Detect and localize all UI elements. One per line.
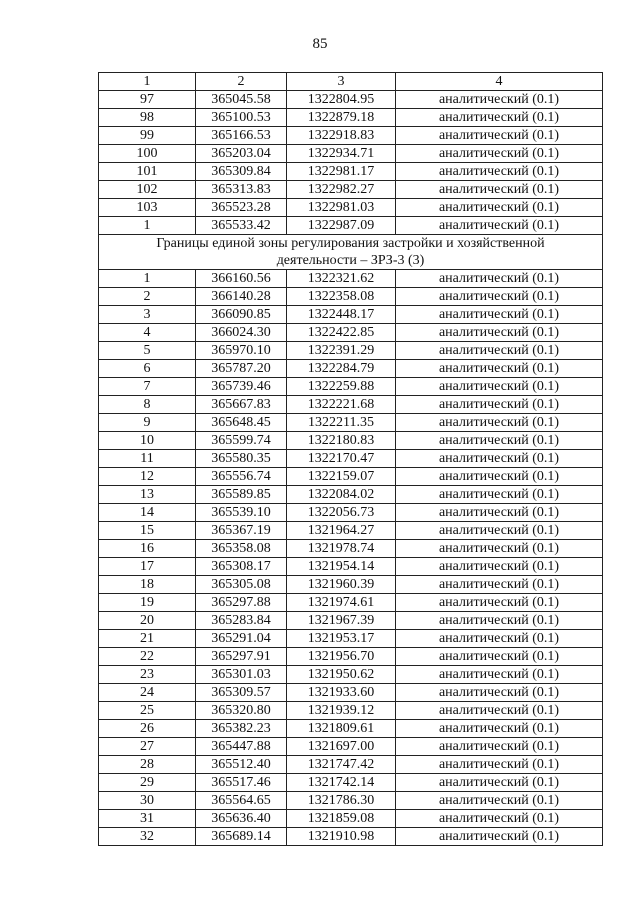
- point-number-cell: 3: [99, 306, 196, 324]
- x-coordinate-cell: 365447.88: [196, 738, 287, 756]
- x-coordinate-cell: 365367.19: [196, 522, 287, 540]
- method-cell: аналитический (0.1): [396, 378, 603, 396]
- y-coordinate-cell: 1321950.62: [287, 666, 396, 684]
- table-row: [99, 432, 603, 450]
- x-coordinate-cell: 365203.04: [196, 145, 287, 163]
- point-number-cell: 1: [99, 217, 196, 235]
- table-row: [99, 504, 603, 522]
- point-number-cell: 11: [99, 450, 196, 468]
- point-number-cell: 12: [99, 468, 196, 486]
- table-header-row: [99, 73, 603, 91]
- point-number-cell: 2: [99, 288, 196, 306]
- method-cell: аналитический (0.1): [396, 145, 603, 163]
- method-cell: аналитический (0.1): [396, 127, 603, 145]
- point-number-cell: 27: [99, 738, 196, 756]
- table-row: [99, 774, 603, 792]
- x-coordinate-cell: 365291.04: [196, 630, 287, 648]
- x-coordinate-cell: 365689.14: [196, 828, 287, 846]
- method-cell: аналитический (0.1): [396, 792, 603, 810]
- point-number-cell: 1: [99, 270, 196, 288]
- x-coordinate-cell: 365648.45: [196, 414, 287, 432]
- y-coordinate-cell: 1321967.39: [287, 612, 396, 630]
- y-coordinate-cell: 1321697.00: [287, 738, 396, 756]
- point-number-cell: 19: [99, 594, 196, 612]
- y-coordinate-cell: 1322934.71: [287, 145, 396, 163]
- point-number-cell: 99: [99, 127, 196, 145]
- y-coordinate-cell: 1322084.02: [287, 486, 396, 504]
- x-coordinate-cell: 365382.23: [196, 720, 287, 738]
- x-coordinate-cell: 365309.84: [196, 163, 287, 181]
- x-coordinate-cell: 365523.28: [196, 199, 287, 217]
- table-row: [99, 181, 603, 199]
- x-coordinate-cell: 365556.74: [196, 468, 287, 486]
- table-row: [99, 324, 603, 342]
- point-number-cell: 21: [99, 630, 196, 648]
- table-row: [99, 792, 603, 810]
- point-number-cell: 20: [99, 612, 196, 630]
- y-coordinate-cell: 1322879.18: [287, 109, 396, 127]
- header-cell-point: 1: [99, 73, 196, 91]
- table-row: [99, 594, 603, 612]
- point-number-cell: 102: [99, 181, 196, 199]
- y-coordinate-cell: 1322987.09: [287, 217, 396, 235]
- table-row: [99, 612, 603, 630]
- method-cell: аналитический (0.1): [396, 702, 603, 720]
- point-number-cell: 26: [99, 720, 196, 738]
- table-row: [99, 217, 603, 235]
- section-title-row: [99, 235, 603, 270]
- y-coordinate-cell: 1322221.68: [287, 396, 396, 414]
- method-cell: аналитический (0.1): [396, 540, 603, 558]
- y-coordinate-cell: 1322159.07: [287, 468, 396, 486]
- x-coordinate-cell: 365739.46: [196, 378, 287, 396]
- point-number-cell: 7: [99, 378, 196, 396]
- method-cell: аналитический (0.1): [396, 91, 603, 109]
- table-row: [99, 810, 603, 828]
- y-coordinate-cell: 1322918.83: [287, 127, 396, 145]
- point-number-cell: 15: [99, 522, 196, 540]
- y-coordinate-cell: 1322358.08: [287, 288, 396, 306]
- y-coordinate-cell: 1322448.17: [287, 306, 396, 324]
- point-number-cell: 13: [99, 486, 196, 504]
- table-row: [99, 684, 603, 702]
- method-cell: аналитический (0.1): [396, 432, 603, 450]
- table-row: [99, 486, 603, 504]
- method-cell: аналитический (0.1): [396, 181, 603, 199]
- method-cell: аналитический (0.1): [396, 342, 603, 360]
- method-cell: аналитический (0.1): [396, 774, 603, 792]
- x-coordinate-cell: 365599.74: [196, 432, 287, 450]
- table-row: [99, 648, 603, 666]
- method-cell: аналитический (0.1): [396, 414, 603, 432]
- x-coordinate-cell: 365787.20: [196, 360, 287, 378]
- method-cell: аналитический (0.1): [396, 594, 603, 612]
- y-coordinate-cell: 1322981.17: [287, 163, 396, 181]
- y-coordinate-cell: 1321933.60: [287, 684, 396, 702]
- point-number-cell: 97: [99, 91, 196, 109]
- y-coordinate-cell: 1322804.95: [287, 91, 396, 109]
- y-coordinate-cell: 1321956.70: [287, 648, 396, 666]
- header-cell-method: 4: [396, 73, 603, 91]
- x-coordinate-cell: 365305.08: [196, 576, 287, 594]
- method-cell: аналитический (0.1): [396, 828, 603, 846]
- y-coordinate-cell: 1322211.35: [287, 414, 396, 432]
- point-number-cell: 100: [99, 145, 196, 163]
- x-coordinate-cell: 365100.53: [196, 109, 287, 127]
- table-row: [99, 288, 603, 306]
- x-coordinate-cell: 365320.80: [196, 702, 287, 720]
- table-row: [99, 270, 603, 288]
- table-row: [99, 306, 603, 324]
- table-row: [99, 666, 603, 684]
- point-number-cell: 6: [99, 360, 196, 378]
- y-coordinate-cell: 1321809.61: [287, 720, 396, 738]
- y-coordinate-cell: 1321742.14: [287, 774, 396, 792]
- point-number-cell: 23: [99, 666, 196, 684]
- point-number-cell: 31: [99, 810, 196, 828]
- y-coordinate-cell: 1321939.12: [287, 702, 396, 720]
- x-coordinate-cell: 366090.85: [196, 306, 287, 324]
- point-number-cell: 17: [99, 558, 196, 576]
- method-cell: аналитический (0.1): [396, 109, 603, 127]
- table-row: [99, 342, 603, 360]
- x-coordinate-cell: 366160.56: [196, 270, 287, 288]
- point-number-cell: 18: [99, 576, 196, 594]
- table-row: [99, 360, 603, 378]
- y-coordinate-cell: 1322170.47: [287, 450, 396, 468]
- x-coordinate-cell: 365283.84: [196, 612, 287, 630]
- section-title: Границы единой зоны регулирования застройки и хозяйственной деятельности – ЗРЗ-3 (3): [99, 235, 603, 270]
- method-cell: аналитический (0.1): [396, 666, 603, 684]
- y-coordinate-cell: 1321960.39: [287, 576, 396, 594]
- y-coordinate-cell: 1322422.85: [287, 324, 396, 342]
- point-number-cell: 98: [99, 109, 196, 127]
- table-row: [99, 828, 603, 846]
- table-row: [99, 540, 603, 558]
- table-row: [99, 414, 603, 432]
- method-cell: аналитический (0.1): [396, 504, 603, 522]
- x-coordinate-cell: 365313.83: [196, 181, 287, 199]
- method-cell: аналитический (0.1): [396, 720, 603, 738]
- x-coordinate-cell: 365309.57: [196, 684, 287, 702]
- y-coordinate-cell: 1321964.27: [287, 522, 396, 540]
- point-number-cell: 22: [99, 648, 196, 666]
- method-cell: аналитический (0.1): [396, 217, 603, 235]
- y-coordinate-cell: 1321953.17: [287, 630, 396, 648]
- y-coordinate-cell: 1322981.03: [287, 199, 396, 217]
- method-cell: аналитический (0.1): [396, 522, 603, 540]
- y-coordinate-cell: 1321859.08: [287, 810, 396, 828]
- x-coordinate-cell: 365517.46: [196, 774, 287, 792]
- point-number-cell: 103: [99, 199, 196, 217]
- y-coordinate-cell: 1322284.79: [287, 360, 396, 378]
- method-cell: аналитический (0.1): [396, 163, 603, 181]
- method-cell: аналитический (0.1): [396, 270, 603, 288]
- y-coordinate-cell: 1321954.14: [287, 558, 396, 576]
- y-coordinate-cell: 1322321.62: [287, 270, 396, 288]
- point-number-cell: 8: [99, 396, 196, 414]
- y-coordinate-cell: 1321786.30: [287, 792, 396, 810]
- x-coordinate-cell: 365580.35: [196, 450, 287, 468]
- x-coordinate-cell: 365512.40: [196, 756, 287, 774]
- method-cell: аналитический (0.1): [396, 810, 603, 828]
- table-row: [99, 756, 603, 774]
- method-cell: аналитический (0.1): [396, 684, 603, 702]
- table-row: [99, 199, 603, 217]
- table-row: [99, 738, 603, 756]
- method-cell: аналитический (0.1): [396, 396, 603, 414]
- table-row: [99, 630, 603, 648]
- method-cell: аналитический (0.1): [396, 558, 603, 576]
- y-coordinate-cell: 1321747.42: [287, 756, 396, 774]
- point-number-cell: 29: [99, 774, 196, 792]
- method-cell: аналитический (0.1): [396, 468, 603, 486]
- method-cell: аналитический (0.1): [396, 450, 603, 468]
- x-coordinate-cell: 365970.10: [196, 342, 287, 360]
- point-number-cell: 16: [99, 540, 196, 558]
- x-coordinate-cell: 366024.30: [196, 324, 287, 342]
- y-coordinate-cell: 1321978.74: [287, 540, 396, 558]
- x-coordinate-cell: 365533.42: [196, 217, 287, 235]
- y-coordinate-cell: 1322180.83: [287, 432, 396, 450]
- y-coordinate-cell: 1321910.98: [287, 828, 396, 846]
- table-row: [99, 91, 603, 109]
- point-number-cell: 5: [99, 342, 196, 360]
- y-coordinate-cell: 1322259.88: [287, 378, 396, 396]
- method-cell: аналитический (0.1): [396, 306, 603, 324]
- method-cell: аналитический (0.1): [396, 199, 603, 217]
- method-cell: аналитический (0.1): [396, 738, 603, 756]
- point-number-cell: 30: [99, 792, 196, 810]
- table-row: [99, 378, 603, 396]
- table-row: [99, 163, 603, 181]
- x-coordinate-cell: 365301.03: [196, 666, 287, 684]
- method-cell: аналитический (0.1): [396, 612, 603, 630]
- x-coordinate-cell: 365308.17: [196, 558, 287, 576]
- table-row: [99, 396, 603, 414]
- table-row: [99, 468, 603, 486]
- x-coordinate-cell: 365045.58: [196, 91, 287, 109]
- table-row: [99, 450, 603, 468]
- x-coordinate-cell: 365539.10: [196, 504, 287, 522]
- x-coordinate-cell: 365636.40: [196, 810, 287, 828]
- coordinates-table: [98, 72, 603, 846]
- table-row: [99, 576, 603, 594]
- x-coordinate-cell: 365667.83: [196, 396, 287, 414]
- method-cell: аналитический (0.1): [396, 486, 603, 504]
- x-coordinate-cell: 365297.91: [196, 648, 287, 666]
- point-number-cell: 25: [99, 702, 196, 720]
- header-cell-x: 2: [196, 73, 287, 91]
- header-cell-y: 3: [287, 73, 396, 91]
- x-coordinate-cell: 366140.28: [196, 288, 287, 306]
- table-row: [99, 702, 603, 720]
- y-coordinate-cell: 1322391.29: [287, 342, 396, 360]
- point-number-cell: 14: [99, 504, 196, 522]
- coordinates-table-body: [99, 73, 603, 846]
- point-number-cell: 101: [99, 163, 196, 181]
- table-row: [99, 109, 603, 127]
- y-coordinate-cell: 1322056.73: [287, 504, 396, 522]
- x-coordinate-cell: 365564.65: [196, 792, 287, 810]
- method-cell: аналитический (0.1): [396, 576, 603, 594]
- method-cell: аналитический (0.1): [396, 648, 603, 666]
- method-cell: аналитический (0.1): [396, 288, 603, 306]
- point-number-cell: 4: [99, 324, 196, 342]
- table-row: [99, 145, 603, 163]
- method-cell: аналитический (0.1): [396, 756, 603, 774]
- point-number-cell: 24: [99, 684, 196, 702]
- method-cell: аналитический (0.1): [396, 324, 603, 342]
- x-coordinate-cell: 365297.88: [196, 594, 287, 612]
- point-number-cell: 28: [99, 756, 196, 774]
- x-coordinate-cell: 365166.53: [196, 127, 287, 145]
- table-row: [99, 558, 603, 576]
- point-number-cell: 32: [99, 828, 196, 846]
- x-coordinate-cell: 365358.08: [196, 540, 287, 558]
- point-number-cell: 10: [99, 432, 196, 450]
- method-cell: аналитический (0.1): [396, 360, 603, 378]
- table-row: [99, 522, 603, 540]
- page-number: 85: [312, 36, 328, 52]
- x-coordinate-cell: 365589.85: [196, 486, 287, 504]
- method-cell: аналитический (0.1): [396, 630, 603, 648]
- table-row: [99, 720, 603, 738]
- y-coordinate-cell: 1321974.61: [287, 594, 396, 612]
- table-row: [99, 127, 603, 145]
- y-coordinate-cell: 1322982.27: [287, 181, 396, 199]
- point-number-cell: 9: [99, 414, 196, 432]
